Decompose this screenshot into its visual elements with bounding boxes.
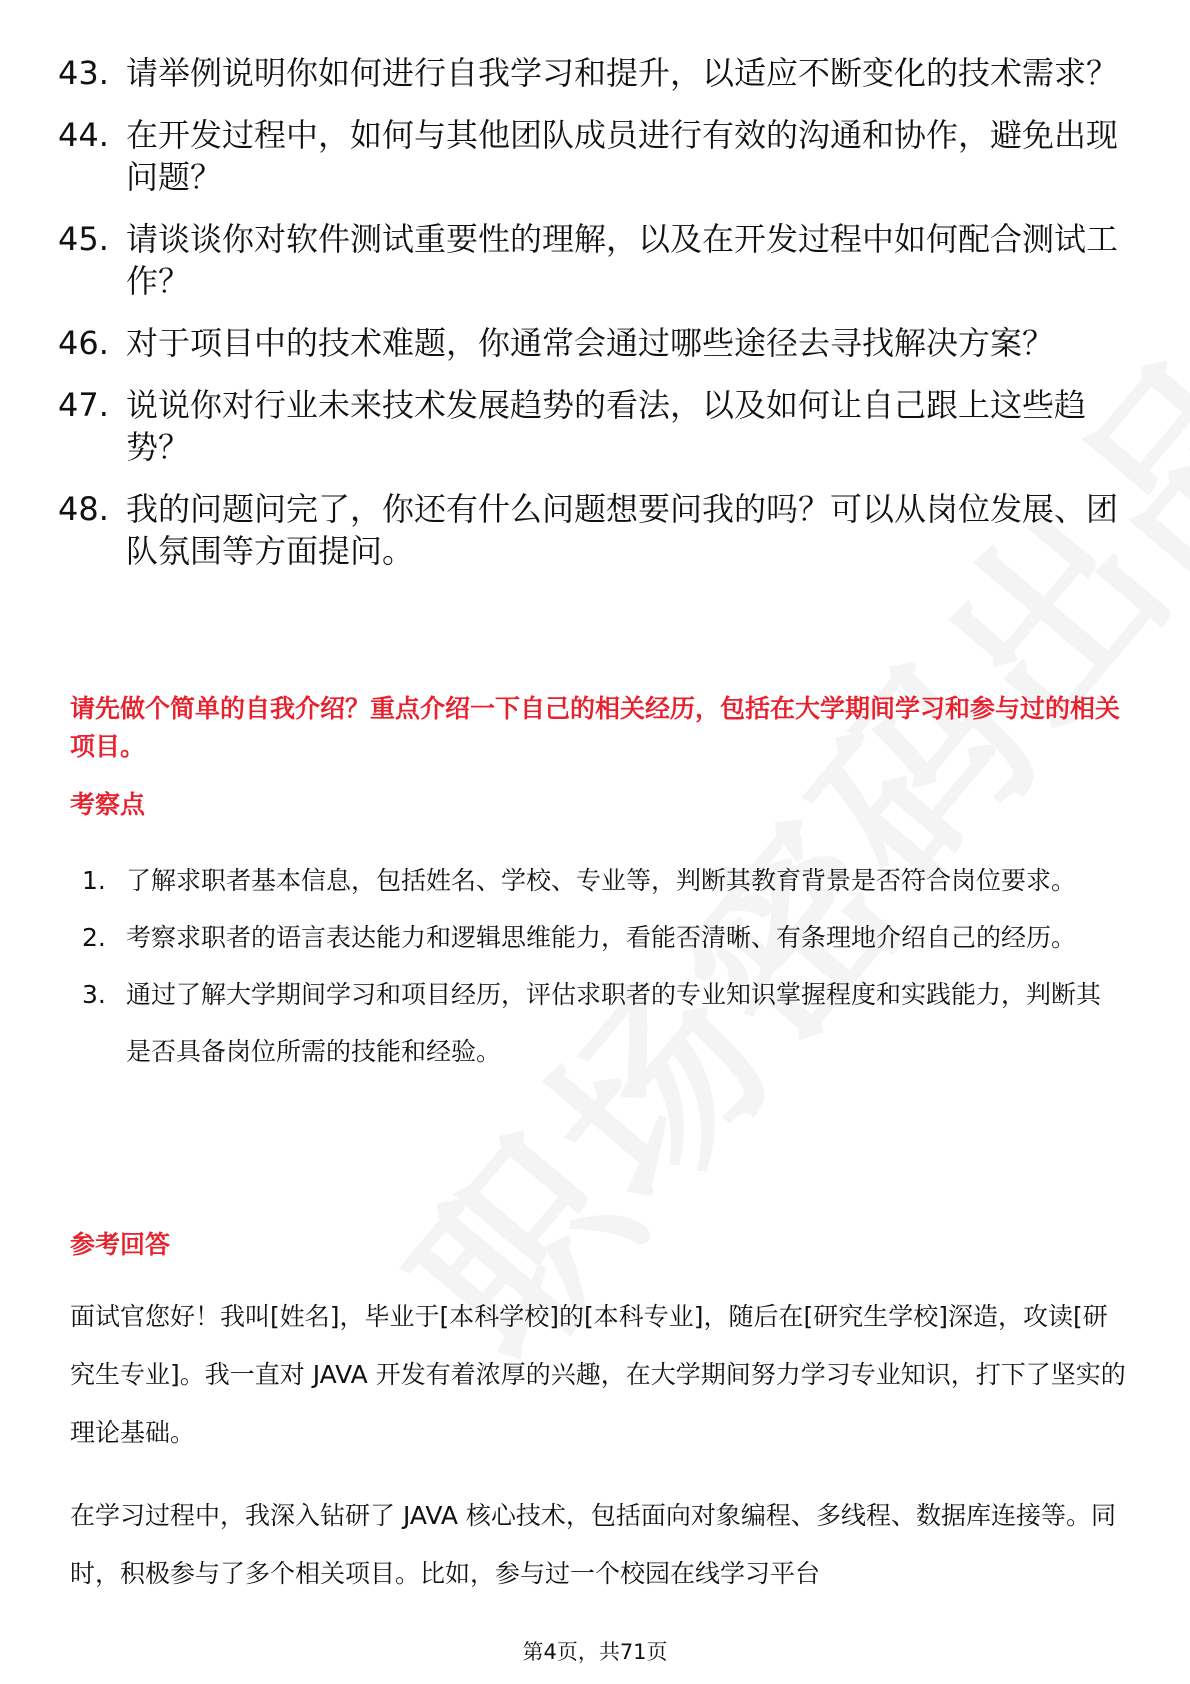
assessment-list (82, 852, 1122, 1080)
question-text: 在开发过程中，如何与其他团队成员进行有效的沟通和协作，避免出现问题？ (126, 116, 1119, 196)
question-number: 45. (58, 220, 109, 258)
question-number: 43. (58, 54, 109, 92)
question-number: 47. (58, 386, 109, 424)
point-text: 了解求职者基本信息，包括姓名、学校、专业等，判断其教育背景是否符合岗位要求。 (126, 866, 1077, 895)
page-footer: 第4页，共71页 (522, 1640, 668, 1664)
question-item (58, 218, 1128, 302)
question-item (58, 52, 1128, 94)
question-number: 46. (58, 324, 109, 362)
assessment-point (82, 966, 1122, 1080)
question-number: 48. (58, 490, 109, 528)
answer-paragraph: 在学习过程中，我深入钻研了 JAVA 核心技术，包括面向对象编程、多线程、数据库连接等。同时，积极参与了多个相关项目。比如，参与过一个校园在线学习平台 (70, 1501, 1116, 1588)
question-list (58, 52, 1128, 592)
assessment-point (82, 909, 1122, 966)
question-item (58, 114, 1128, 198)
question-number: 44. (58, 116, 109, 154)
highlight-question: 请先做个简单的自我介绍？重点介绍一下自己的相关经历，包括在大学期间学习和参与过的相关项目。 (70, 694, 1121, 761)
question-text: 请举例说明你如何进行自我学习和提升，以适应不断变化的技术需求？ (126, 54, 1119, 92)
answer-title: 参考回答 (70, 1230, 171, 1259)
question-text: 说说你对行业未来技术发展趋势的看法，以及如何让自己跟上这些趋势？ (126, 386, 1087, 466)
question-text: 对于项目中的技术难题，你通常会通过哪些途径去寻找解决方案？ (126, 324, 1055, 362)
answer-paragraph: 面试官您好！我叫[姓名]，毕业于[本科学校]的[本科专业]，随后在[研究生学校]深造，攻读[研究生专业]。我一直对 JAVA 开发有着浓厚的兴趣，在大学期间努力学习专业知识，打下了坚实的理论基础。 (70, 1302, 1126, 1447)
point-number: 2. (82, 923, 106, 952)
assessment-title: 考察点 (70, 790, 146, 819)
point-text: 考察求职者的语言表达能力和逻辑思维能力，看能否清晰、有条理地介绍自己的经历。 (126, 923, 1077, 952)
point-number: 1. (82, 866, 106, 895)
point-text: 通过了解大学期间学习和项目经历，评估求职者的专业知识掌握程度和实践能力，判断其是否具备岗位所需的技能和经验。 (126, 980, 1102, 1066)
question-text: 我的问题问完了，你还有什么问题想要问我的吗？可以从岗位发展、团队氛围等方面提问。 (126, 490, 1119, 570)
assessment-point (82, 852, 1122, 909)
question-text: 请谈谈你对软件测试重要性的理解，以及在开发过程中如何配合测试工作？ (126, 220, 1119, 300)
point-number: 3. (82, 980, 106, 1009)
question-item (58, 384, 1128, 468)
question-item (58, 488, 1128, 572)
question-item (58, 322, 1128, 364)
